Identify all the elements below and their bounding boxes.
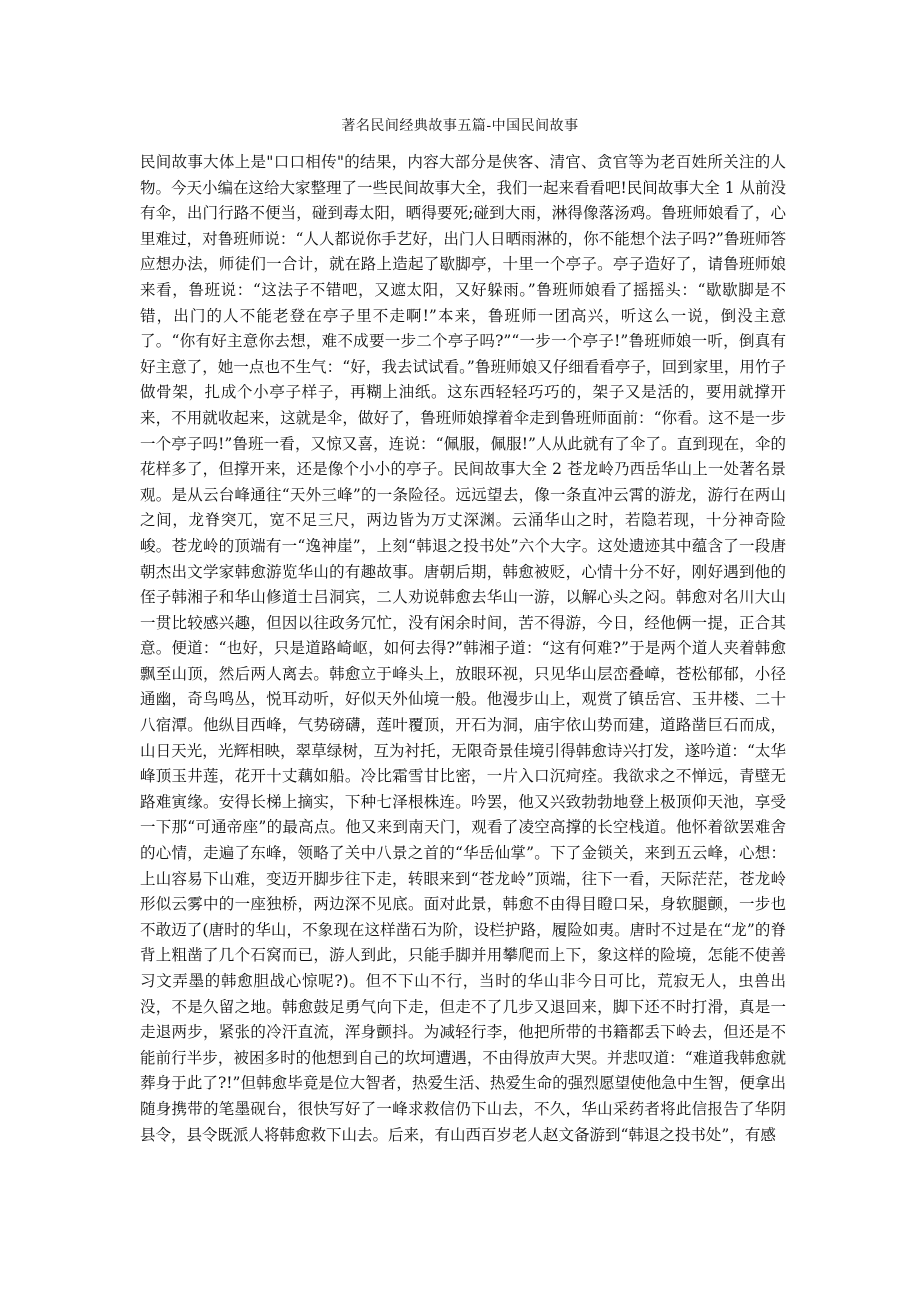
document-body-text: 民间故事大体上是"口口相传"的结果，内容大部分是侠客、清官、贪官等为老百姓所关注的人物。今天小编在这给大家整理了一些民间故事大全，我们一起来看看吧!民间故事大全 1 从前没有伞，出门行路不便当，碰到毒太阳，晒得要死;碰到大雨，淋得像落汤鸡。鲁班师娘看了，心里难过，对鲁班师说：“人人都说你手艺好，出门人日晒雨淋的，你不能想个法子吗?”鲁班师答应想办法，师徒们一合计，就在路上造起了歇脚亭，十里一个亭子。亭子造好了，请鲁班师娘来看，鲁班说：“这法子不错吧，又遮太阳，又好躲雨。”鲁班师娘看了摇摇头：“歇歇脚是不错，出门的人不能老登在亭子里不走啊!”本来，鲁班师一团高兴，听这么一说，倒没主意了。“你有好主意你去想，难不成要一步二个亭子吗?”“一步一个亭子!”鲁班师娘一听，倒真有好主意了，她一点也不生气：“好，我去试试看。”鲁班师娘又仔细看看亭子，回到家里，用竹子做骨架，扎成个小亭子样子，再糊上油纸。这东西轻轻巧巧的，架子又是活的，要用就撑开来，不用就收起来，这就是伞，做好了，鲁班师娘撑着伞走到鲁班师面前：“你看。这不是一步一个亭子吗!”鲁班一看，又惊又喜，连说：“佩服，佩服!”人从此就有了伞了。直到现在，伞的花样多了，但撑开来，还是像个小小的亭子。民间故事大全 2 苍龙岭乃西岳华山上一处著名景观。是从云台峰通往“天外三峰”的一条险径。远远望去，像一条直冲云霄的游龙，游行在两山之间，龙脊突兀，宽不足三尺，两边皆为万丈深渊。云涌华山之时，若隐若现，十分神奇险峻。苍龙岭的顶端有一“逸神崖”，上刻“韩退之投书处”六个大字。这处遗迹其中蕴含了一段唐朝杰出文学家韩愈游览华山的有趣故事。唐朝后期，韩愈被贬，心情十分不好，刚好遇到他的侄子韩湘子和华山修道士吕洞宾，二人劝说韩愈去华山一游，以解心头之闷。韩愈对名川大山一贯比较感兴趣，但因以往政务冗忙，没有闲余时间，苦不得游，今日，经他俩一提，正合其意。便道：“也好，只是道路崎岖，如何去得?”韩湘子道：“这有何难?”于是两个道人夹着韩愈飘至山顶，然后两人离去。韩愈立于峰头上，放眼环视，只见华山层峦叠嶂，苍松郁郁，小径通幽，奇鸟鸣丛，悦耳动听，好似天外仙境一般。他漫步山上，观赏了镇岳宫、玉井楼、二十八宿潭。他纵目西峰，气势磅礴，莲叶覆顶，开石为洞，庙宇依山势而建，道路凿巨石而成，山日天光，光辉相映，翠草绿树，互为衬托，无限奇景佳境引得韩愈诗兴打发，遂吟道：“太华峰顶玉井莲，花开十丈藕如船。冷比霜雪甘比密，一片入口沉疴痊。我欲求之不惮远，青壁无路难寅缘。安得长梯上摘实，下种七泽根株连。吟罢，他又兴致勃勃地登上极顶仰天池，享受一下那“可通帝座”的最高点。他又来到南天门，观看了凌空高撑的长空栈道。他怀着欲罢难舍的心情，走遍了东峰，领略了关中八景之首的“华岳仙掌”。下了金锁关，来到五云峰，心想：上山容易下山难，变迈开脚步往下走，转眼来到“苍龙岭”顶端，往下一看，天际茫茫，苍龙岭形似云雾中的一座独桥，两边深不见底。面对此景，韩愈不由得目瞪口呆，身软腿颤，一步也不敢迈了(唐时的华山，不象现在这样凿石为阶，设栏护路，履险如夷。唐时不过是在“龙”的脊背上粗凿了几个石窝而已，游人到此，只能手脚并用攀爬而上下，象这样的险境，怎能不使善习文弄墨的韩愈胆战心惊呢?)。但不下山不行，当时的华山非今日可比，荒寂无人，虫兽出没，不是久留之地。韩愈鼓足勇气向下走，但走不了几步又退回来，脚下还不时打滑，真是一走退两步，紧张的冷汗直流，浑身颤抖。为减轻行李，他把所带的书籍都丢下岭去，但还是不能前行半步，被困多时的他想到自己的坎坷遭遇，不由得放声大哭。并悲叹道：“难道我韩愈就葬身于此了?!”但韩愈毕竟是位大智者，热爱生活、热爱生命的强烈愿望使他急中生智，便拿出随身携带的笔墨砚台，很快写好了一峰求救信仍下山去，不久，华山采药者将此信报告了华阴县令，县令既派人将韩愈救下山去。后来，有山西百岁老人赵文备游到“韩退之投书处”，有感 (140, 153, 786, 1144)
document-title: 著名民间经典故事五篇-中国民间故事 (341, 118, 579, 134)
